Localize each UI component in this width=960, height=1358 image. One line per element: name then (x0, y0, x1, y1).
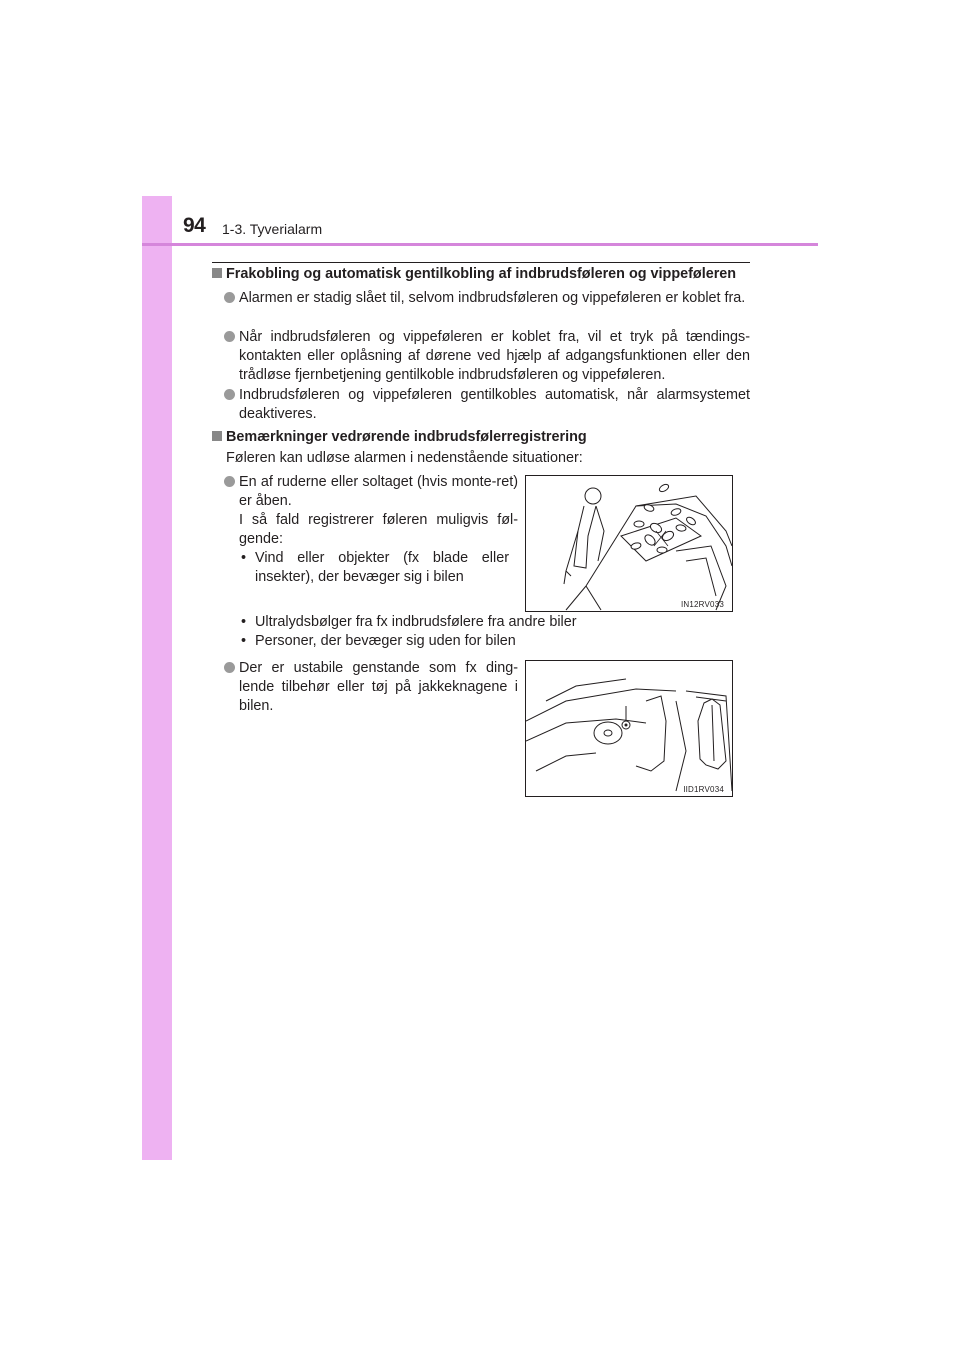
sub-item: • Ultralydsbølger fra fx indbrudsfølere fra andre biler (241, 614, 577, 630)
header-rule (142, 243, 818, 246)
car-interior-illustration (526, 661, 732, 796)
section-heading-2: Bemærkninger vedrørende indbrudsfølerregistrering (212, 428, 752, 447)
bullet-dot-icon (224, 331, 235, 342)
side-tab (142, 196, 172, 1160)
figure-code: IID1RV034 (683, 785, 724, 794)
square-bullet-icon (212, 431, 222, 441)
figure-code: IN12RV033 (680, 600, 724, 609)
figure-open-sunroof (525, 475, 733, 612)
figure-interior-items (525, 660, 733, 797)
bullet-dot-icon (224, 476, 235, 487)
bullet-item: Alarmen er stadig slået til, selvom indbrudsføleren og vippeføleren er koblet fra. (224, 289, 750, 308)
bullet-item: En af ruderne eller soltaget (hvis monte-ret) er åben. I så fald registrerer føleren muligvis føl-gende: (224, 473, 518, 549)
section-heading-1: Frakobling og automatisk gentilkobling af indbrudsføleren og vippeføleren (212, 265, 752, 284)
sub-item: • Vind eller objekter (fx blade eller insekter), der bevæger sig i bilen (241, 550, 509, 585)
square-bullet-icon (212, 268, 222, 278)
bullet-dot-icon (224, 662, 235, 673)
section-title: 1-3. Tyverialarm (222, 221, 323, 237)
sub-item: • Personer, der bevæger sig uden for bilen (241, 633, 516, 649)
bullet-item: Indbrudsføleren og vippeføleren gentilkobles automatisk, når alarmsystemet deaktiveres. (224, 386, 750, 424)
intro-text: Føleren kan udløse alarmen i nedenstående situationer: (226, 450, 583, 466)
car-sunroof-illustration (526, 476, 732, 611)
bullet-dot-icon (224, 389, 235, 400)
bullet-dot-icon (224, 292, 235, 303)
page-number: 94 (183, 214, 206, 237)
bullet-item: Når indbrudsføleren og vippeføleren er koblet fra, vil et tryk på tændings-kontakten eller oplåsning af dørene ved hjælp af adgangsfunktionen eller den trådløse fjernbetjening gentilkoble indbrudsføleren og vippeføleren. (224, 328, 750, 385)
bullet-item: Der er ustabile genstande som fx ding-lende tilbehør eller tøj på jakkeknagene i bilen. (224, 659, 518, 716)
content-rule (212, 262, 750, 263)
